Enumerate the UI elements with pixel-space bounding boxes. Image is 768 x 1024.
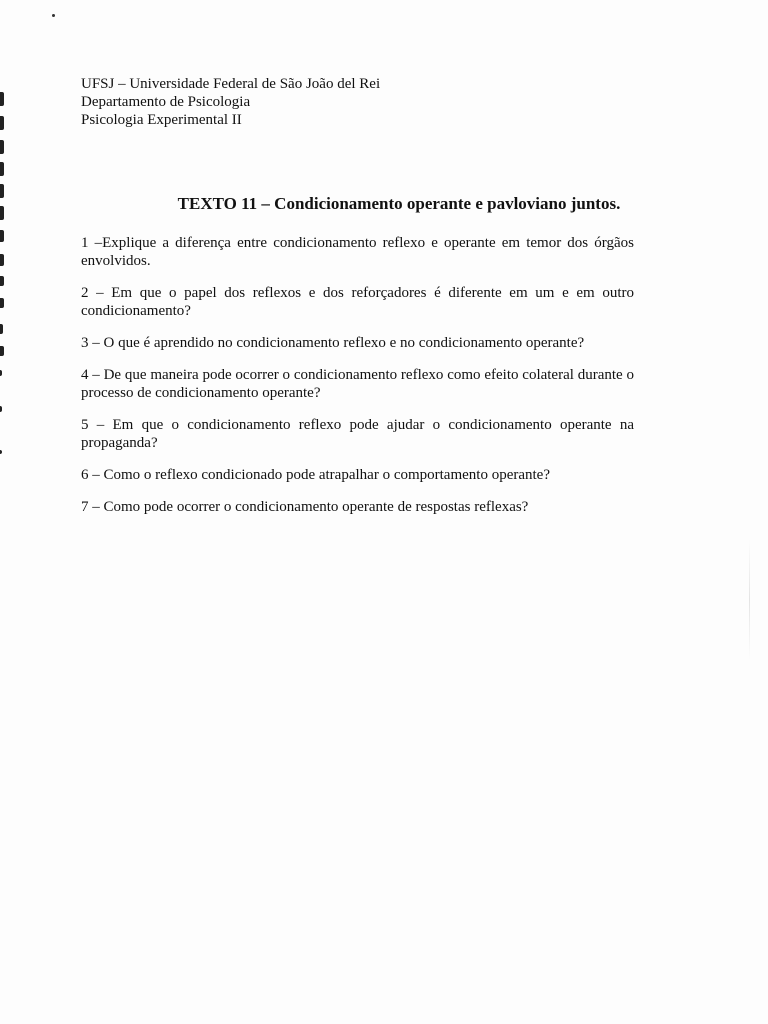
- header-course: Psicologia Experimental II: [81, 112, 242, 128]
- header-university: UFSJ – Universidade Federal de São João del Rei: [81, 76, 381, 92]
- question-list: [81, 234, 634, 530]
- question-item: 1 –Explique a diferença entre condicionamento reflexo e operante em temor dos órgãos envolvidos.: [81, 235, 634, 269]
- document-header: [81, 75, 380, 129]
- scan-artifact-line: [749, 540, 750, 660]
- scan-speck: [52, 14, 55, 17]
- question-item: 7 – Como pode ocorrer o condicionamento operante de respostas reflexas?: [81, 499, 529, 515]
- binding-hole-marks: [0, 80, 8, 480]
- question-item: 4 – De que maneira pode ocorrer o condicionamento reflexo como efeito colateral durante o processo de condicionamento operante?: [81, 367, 634, 401]
- question-item: 2 – Em que o papel dos reflexos e dos reforçadores é diferente em um e em outro condicionamento?: [81, 285, 634, 319]
- document-title: TEXTO 11 – Condicionamento operante e pavloviano juntos.: [177, 194, 621, 213]
- question-item: 3 – O que é aprendido no condicionamento reflexo e no condicionamento operante?: [81, 335, 585, 351]
- question-item: 5 – Em que o condicionamento reflexo pode ajudar o condicionamento operante na propaganda?: [81, 417, 634, 451]
- question-item: 6 – Como o reflexo condicionado pode atrapalhar o comportamento operante?: [81, 467, 550, 483]
- header-department: Departamento de Psicologia: [81, 94, 251, 110]
